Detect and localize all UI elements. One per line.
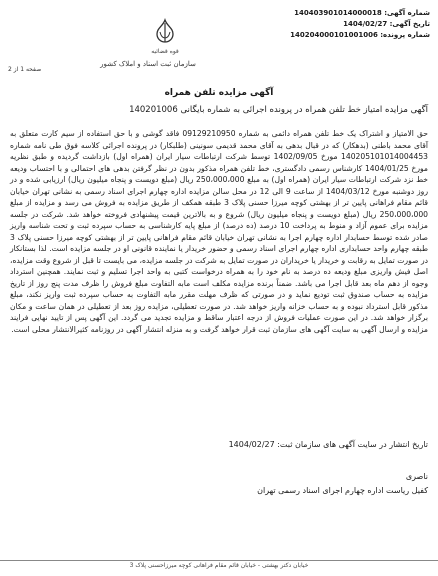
ad-date-row <box>290 19 430 30</box>
ad-number: 140403901014000018 <box>294 9 382 17</box>
ad-date-label: تاریخ آگهی: <box>389 20 430 28</box>
subtitle: آگهی مزایده امتیاز خط تلفن همراه در پرونده اجرائی به شماره بایگانی 140201006 <box>129 105 428 115</box>
ad-date: 1404/02/27 <box>343 20 388 28</box>
notice-body: حق الامتیاز و اشتراک یک خط تلفن همراه دائمی به شماره 09129210950 فاقد گوشی و با حق استفاده از سیم کارت متعلق به آقای محمد باطنی (بدهکار) که در قبال بدهی به آقای محمد قدیمی سونینی (طلبکار) در پرونده اجرائی کلاسه فوق طی نامه شماره 140205101014004453 مورخ 1402/09/05 توسط شرکت ارتباطات سیار ایران (همراه اول) بازداشت گردیده و طبق نظریه مورخ 1404/01/25 کارشناس رسمی دادگستری، خط تلفن همراه مذکور بدون در نظر گرفتن بدهی های احتمالی و با احتساب ودیعه خط نزد شرکت ارتباطات سیار ایران (همراه اول) به مبلغ 250،000،000 ریال (مبلغ دویست و پنجاه میلیون ریال) ارزیابی شده و در روز دوشنبه مورخ 1404/03/12 از ساعت 9 الی 12 در محل سالن مزایده اداره چهارم اجرای اسناد رسمی به نشانی تهران خیابان قائم مقام فراهانی پایین تر از بهشتی کوچه میرزا حسنی پلاک 3 طبقه همکف از طریق مزایده به فروش می رسد و مزایده از مبلغ 250،000،000 ریال (مبلغ دویست و پنجاه میلیون ریال) شروع و به بالاترین قیمت پیشنهادی فروخته خواهد شد. شرکت در جلسه مزایده برای عموم آزاد و منوط به پرداخت 10 درصد (ده درصد) از مبلغ پایه کارشناسی به حساب سپرده ثبت و تحت شناسه واریز صادر شده توسط حسابدار اداره چهارم اجرا به نشانی تهران خیابان قائم مقام فراهانی پایین تر از بهشتی کوچه میرزا حسنی پلاک 3 طبقه چهارم واحد حسابداری اداره چهارم اجرای اسناد رسمی و حضور خریدار یا نماینده قانونی او در جلسه مزایده است. لذا بستانکار در صورت تمایل به رقابت و خریدار یا خریداران در صورت تمایل به شرکت در جلسه مزایده، می بایست تا قبل از شروع وقت مزایده، اصل فیش واریزی مبلغ ودیعه ده درصد به نام خود را به همراه درخواست کتبی به واحد اجرا تسلیم و ثبت نمایند. همچنین استرداد وجوه از دهم ماه بعد قابل اجرا می باشد. ضمناً برنده مزایده مکلف است مابه التفاوت مبلغ فروش را ظرف مدت پنج روز از تاریخ مزایده به حساب صندوق ثبت تودیع نماید و در صورتی که ظرف مهلت مقرر مابه التفاوت به حساب سپرده ثبت واریز نکند، مبلغ مذکور قابل استرداد نبوده و به حساب خزانه واریز خواهد شد. در صورت تعطیلی، مزایده روز بعد از تعطیلی در همان ساعت و مکان برگزار خواهد شد. در این صورت عملیات فروش از درجه اعتبار ساقط و مزایده تجدید می گردد. این آگهی پس از تایید نهایی فرایند مزایده و ارسال آگهی به سایت آگهی های سازمان ثبت قرار خواهد گرفت و به منزله انتشار آگهی در روزنامه کثیرالانتشار محلی است. <box>10 129 429 334</box>
page-title: آگهی مزایده تلفن همراه <box>164 88 274 98</box>
publication-date-value: 1404/02/27 <box>228 440 275 449</box>
signer-name: ناصری <box>405 472 428 481</box>
signer-role: کفیل ریاست اداره چهارم اجرای اسناد رسمی تهران <box>257 486 428 495</box>
ad-number-row <box>290 8 430 19</box>
ad-number-label: شماره آگهی: <box>384 9 430 17</box>
signature-block <box>10 470 428 498</box>
ad-metadata <box>290 8 430 41</box>
footer-divider <box>0 560 438 561</box>
publication-date <box>10 440 428 449</box>
page-number: صفحه 1 از 2 <box>8 66 42 73</box>
case-number-label: شماره پرونده: <box>380 31 430 39</box>
org-name: سازمان ثبت اسناد و املاک کشور <box>100 60 196 68</box>
case-number-row <box>290 30 430 41</box>
publication-label: تاریخ انتشار در سایت آگهی های سازمان ثبت: <box>277 440 428 449</box>
emblem-icon <box>151 18 179 44</box>
case-number: 140204000101001006 <box>290 31 378 39</box>
footer-address: خیابان دکتر بهشتی - خیابان قائم مقام فراهانی کوچه میرزاحسنی پلاک 3 <box>129 562 309 569</box>
org-sub-label: قوه قضائیه <box>151 48 179 55</box>
